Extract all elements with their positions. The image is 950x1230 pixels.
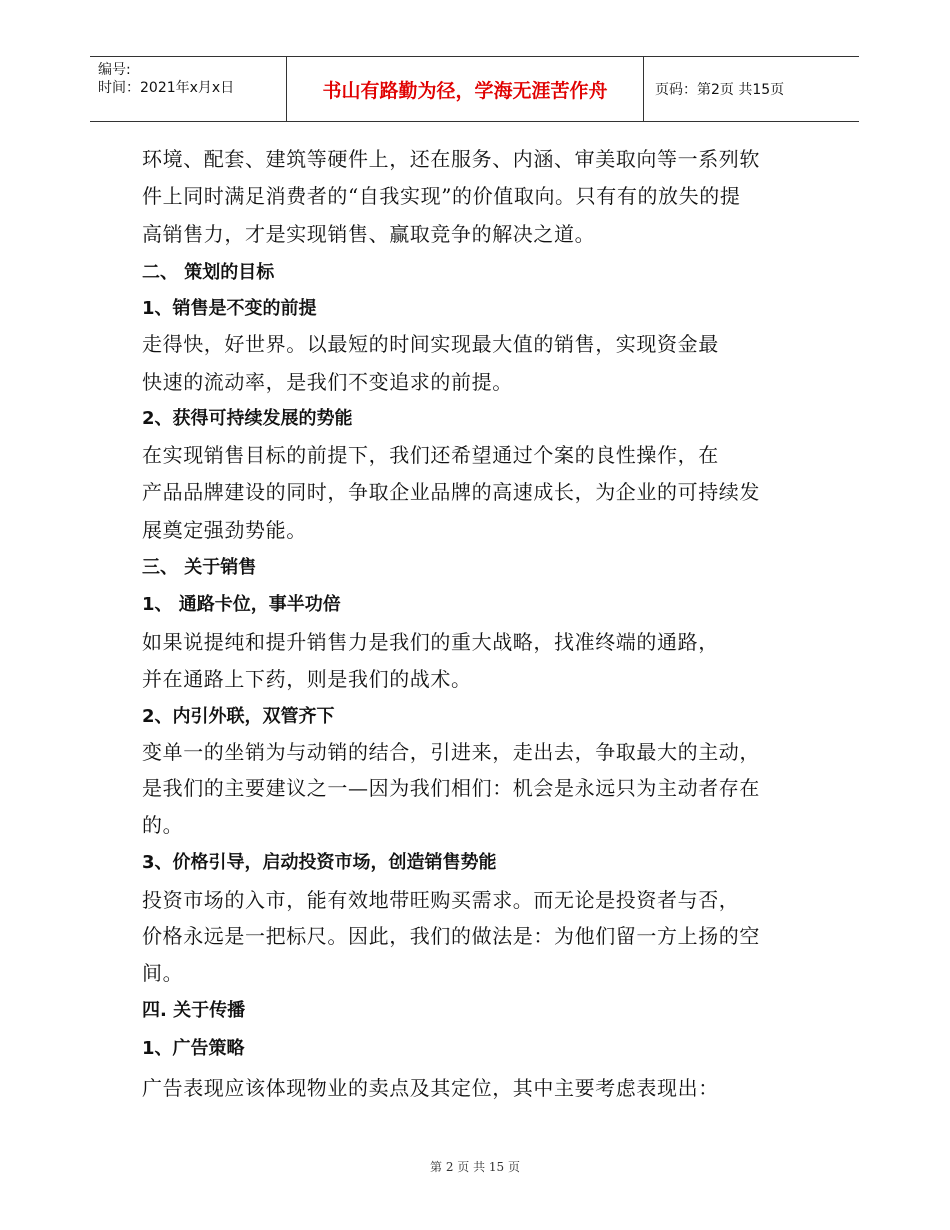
paragraph-line: 投资市场的入市，能有效地带旺购买需求。而无论是投资者与否，: [142, 888, 740, 912]
page-header: [90, 56, 859, 122]
section-heading: 3、价格引导，启动投资市场，创造销售势能: [142, 852, 497, 873]
paragraph-line: 在实现销售目标的前提下，我们还希望通过个案的良性操作，在: [142, 443, 719, 467]
paragraph-line: 的。: [142, 813, 184, 837]
section-heading: 2、内引外联，双管齐下: [142, 706, 335, 727]
page-footer: 第 2 页 共 15 页: [430, 1160, 520, 1174]
paragraph-line: 是我们的主要建议之一—因为我们相们：机会是永远只为主动者存在: [142, 776, 760, 800]
time-label: 时间：2021年x月x日: [98, 80, 235, 96]
header-page-info: 页码：第2页 共15页: [655, 82, 785, 98]
paragraph-line: 展奠定强劲势能。: [142, 518, 307, 542]
section-heading: 1、 通路卡位，事半功倍: [142, 594, 341, 615]
paragraph-line: 件上同时满足消费者的“自我实现”的价值取向。只有有的放失的提: [142, 184, 741, 208]
header-meta-cell: [90, 57, 286, 121]
paragraph-line: 快速的流动率，是我们不变追求的前提。: [142, 370, 513, 394]
section-heading: 二、 策划的目标: [142, 262, 275, 283]
paragraph-line: 高销售力，才是实现销售、赢取竞争的解决之道。: [142, 222, 596, 246]
paragraph-line: 并在通路上下药，则是我们的战术。: [142, 667, 472, 691]
section-heading: 三、 关于销售: [142, 557, 257, 578]
section-heading: 1、销售是不变的前提: [142, 298, 317, 319]
paragraph-line: 变单一的坐销为与动销的结合，引进来，走出去，争取最大的主动，: [142, 740, 760, 764]
header-motto: 书山有路勤为径，学海无涯苦作舟: [286, 57, 644, 121]
code-label: 编号:: [98, 62, 131, 78]
paragraph-line: 间。: [142, 961, 184, 985]
section-heading: 四. 关于传播: [142, 1000, 246, 1021]
paragraph-line: 价格永远是一把标尺。因此，我们的做法是：为他们留一方上扬的空: [142, 924, 760, 948]
paragraph-line: 走得快，好世界。以最短的时间实现最大值的销售，实现资金最: [142, 332, 719, 356]
paragraph-line: 环境、配套、建筑等硬件上，还在服务、内涵、审美取向等一系列软: [142, 147, 760, 171]
paragraph-line: 如果说提纯和提升销售力是我们的重大战略，找准终端的通路，: [142, 630, 719, 654]
paragraph-line: 产品品牌建设的同时，争取企业品牌的高速成长，为企业的可持续发: [142, 480, 760, 504]
section-heading: 2、获得可持续发展的势能: [142, 408, 353, 429]
section-heading: 1、广告策略: [142, 1038, 245, 1059]
paragraph-line: 广告表现应该体现物业的卖点及其定位，其中主要考虑表现出：: [142, 1076, 719, 1100]
